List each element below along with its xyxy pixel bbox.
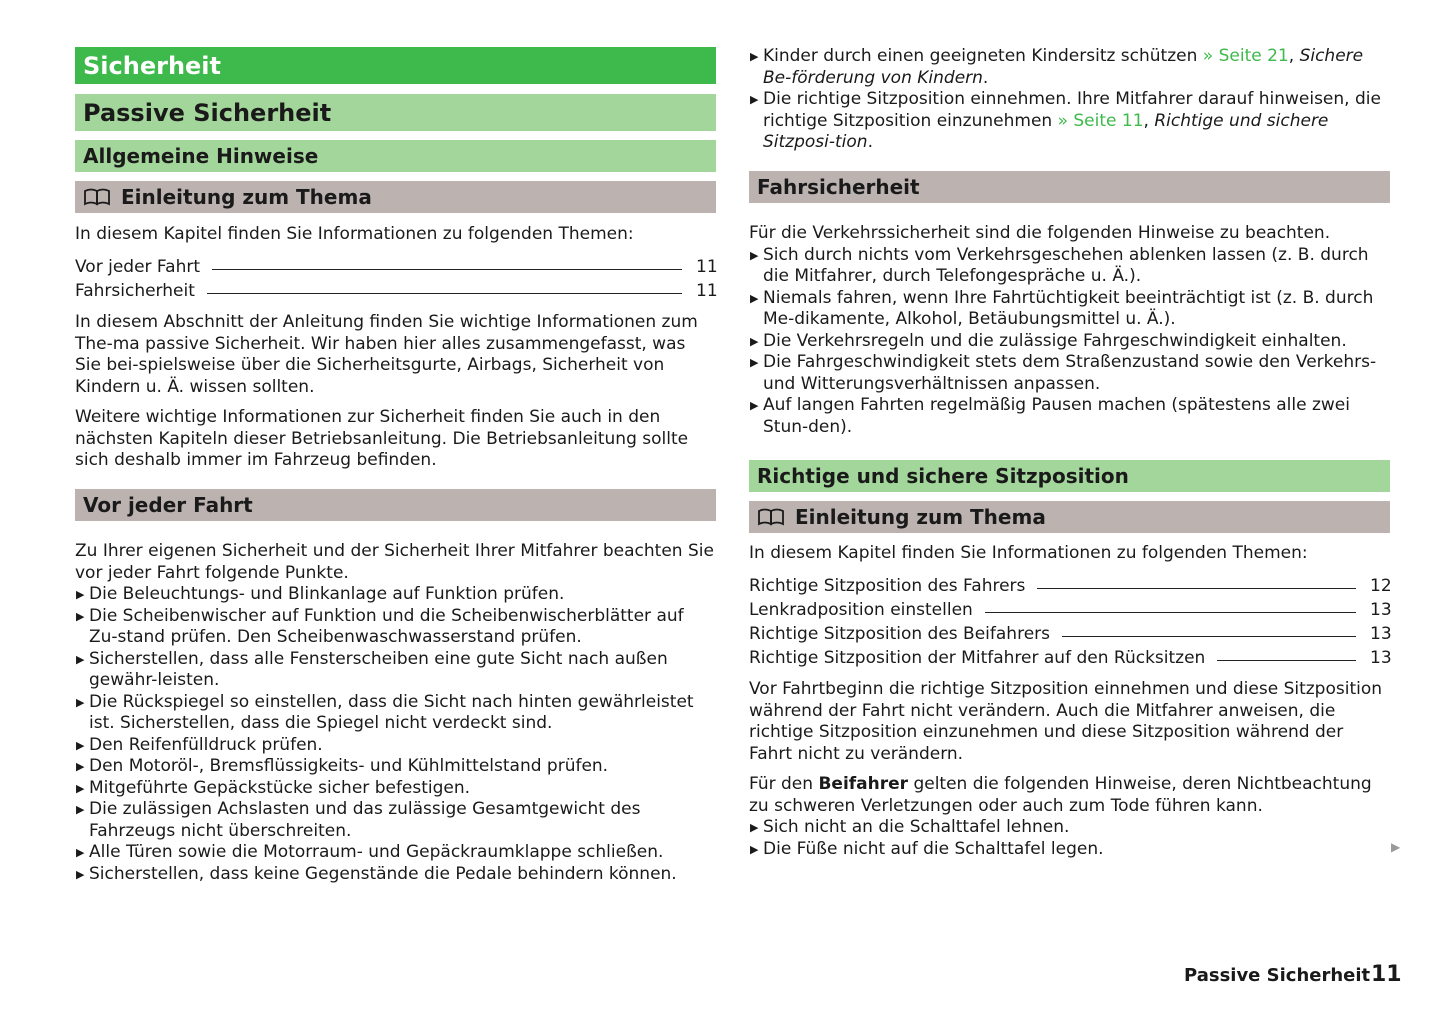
list-item: [75, 864, 716, 886]
list-item-text: Die zulässigen Achslasten und das zulässige Gesamtgewicht des Fahrzeugs nicht überschreiten.: [89, 799, 641, 841]
before-drive-heading-bar: [75, 489, 716, 521]
list-item: [75, 756, 716, 778]
page-number: 11: [1371, 962, 1402, 987]
list-item-text: Die Fahrgeschwindigkeit stets dem Straßenzustand sowie den Verkehrs- und Witterungsverhältnissen anpassen.: [763, 352, 1377, 394]
toc-row[interactable]: [749, 572, 1390, 596]
triangle-bullet-icon: ▶: [750, 821, 759, 834]
list-item: [75, 799, 716, 842]
toc-label: Richtige Sitzposition der Mitfahrer auf den Rücksitzen: [749, 648, 1206, 668]
toc-leader-line: [212, 269, 682, 270]
list-item-text: Sicherstellen, dass alle Fensterscheiben eine gute Sicht nach außen gewähr-leisten.: [89, 648, 668, 690]
triangle-bullet-icon: ▶: [750, 248, 759, 262]
triangle-bullet-icon: ▶: [750, 50, 759, 63]
triangle-bullet-icon: ▶: [750, 356, 759, 369]
list-item-text: Alle Türen sowie die Motorraum- und Gepäckraumklappe schließen.: [89, 842, 664, 862]
reference-title: Sichere Be-förderung von Kindern: [763, 46, 1364, 88]
list-item-text: Den Motoröl-, Bremsflüssigkeits- und Kühlmittelstand prüfen.: [89, 756, 609, 776]
toc-label: Lenkradposition einstellen: [749, 600, 973, 620]
list-item-text: Die Beleuchtungs- und Blinkanlage auf Funktion prüfen.: [89, 584, 565, 604]
paragraph: Vor Fahrtbeginn die richtige Sitzposition einnehmen und diese Sitzposition während der Fahrt nicht verändern. Auch die Mitfahrer anweisen, die richtige Sitzposition einzunehmen und diese Sitzposition während der Fahrt nicht zu verändern.: [749, 679, 1383, 764]
triangle-bullet-icon: ▶: [76, 609, 85, 623]
triangle-bullet-icon: ▶: [76, 760, 85, 773]
driving-block: [749, 223, 1390, 438]
triangle-bullet-icon: ▶: [750, 291, 759, 305]
list-item: [749, 89, 1390, 154]
toc-label: Vor jeder Fahrt: [75, 257, 200, 277]
toc-page: 13: [1370, 624, 1392, 644]
toc-leader-line: [1062, 636, 1356, 637]
toc-leader-line: [1217, 660, 1356, 661]
seat-heading-bar: [749, 460, 1390, 492]
next-page-arrow-icon[interactable]: ▶: [1391, 840, 1401, 854]
triangle-bullet-icon: ▶: [76, 867, 85, 881]
triangle-bullet-icon: ▶: [76, 738, 85, 752]
driving-intro: Für die Verkehrssicherheit sind die folgenden Hinweise zu beachten.: [749, 223, 1331, 243]
toc-page: 11: [696, 281, 718, 301]
page-link[interactable]: » Seite 21: [1202, 46, 1289, 66]
triangle-bullet-icon: ▶: [750, 93, 759, 106]
list-item-text: Sicherstellen, dass keine Gegenstände die Pedale behindern können.: [89, 863, 677, 884]
list-item-text: Kinder durch einen geeigneten Kindersitz schützen: [763, 46, 1203, 66]
toc-leader-line: [985, 612, 1356, 613]
bold-term: Beifahrer: [818, 774, 909, 794]
list-item: [749, 352, 1390, 395]
list-item-text: Die richtige Sitzposition einnehmen. Ihre Mitfahrer darauf hinweisen, die richtige Sitzposition einzunehmen: [763, 89, 1381, 131]
intro-heading-bar: [75, 181, 716, 213]
toc-page: 12: [1370, 576, 1392, 596]
list-item: [749, 245, 1390, 288]
toc-page: 13: [1370, 600, 1392, 620]
toc-row[interactable]: [749, 620, 1390, 644]
before-drive-list: [75, 584, 716, 885]
list-item: [749, 839, 1390, 861]
book-icon: [83, 188, 111, 206]
toc-page: 13: [1370, 648, 1392, 668]
toc-label: Richtige Sitzposition des Fahrers: [749, 576, 1026, 596]
separator: ,: [1143, 110, 1155, 131]
left-toc: [75, 253, 716, 301]
triangle-bullet-icon: ▶: [750, 334, 759, 348]
triangle-bullet-icon: ▶: [76, 695, 85, 709]
chapter-title-bar: [75, 94, 716, 131]
page-link[interactable]: » Seite 11: [1057, 110, 1144, 131]
list-item-text: Sich durch nichts vom Verkehrsgeschehen ablenken lassen (z. B. durch die Mitfahrer, durch Telefongespräche u. Ä.).: [763, 244, 1369, 286]
triangle-bullet-icon: ▶: [76, 803, 85, 816]
toc-label: Richtige Sitzposition des Beifahrers: [749, 624, 1050, 644]
intro-text: In diesem Kapitel finden Sie Informationen zu folgenden Themen:: [75, 224, 634, 244]
list-item: [749, 817, 1390, 839]
paragraph: Weitere wichtige Informationen zur Sicherheit finden Sie auch in den nächsten Kapiteln dieser Betriebsanleitung. Die Betriebsanleitung sollte sich deshalb immer im Fahrzeug befinden.: [75, 407, 689, 470]
triangle-bullet-icon: ▶: [76, 652, 85, 666]
toc-page: 11: [696, 257, 718, 277]
intro-heading: Einleitung zum Thema: [121, 185, 372, 209]
seat-intro-heading: Einleitung zum Thema: [795, 505, 1046, 529]
list-item: [75, 584, 716, 606]
section-title: Sicherheit: [83, 51, 221, 80]
list-item-text: Sich nicht an die Schalttafel lehnen.: [763, 817, 1070, 837]
list-item: [749, 288, 1390, 331]
toc-row[interactable]: [75, 277, 716, 301]
right-toc: [749, 572, 1390, 668]
top-list: [749, 46, 1390, 154]
footer-title: Passive Sicherheit: [1184, 965, 1371, 986]
seat-passenger-block: [749, 774, 1390, 860]
paragraph: [749, 774, 1390, 817]
list-item: [749, 331, 1390, 353]
driving-heading-bar: [749, 171, 1390, 203]
seat-list: [749, 817, 1390, 860]
toc-row[interactable]: [749, 644, 1390, 668]
toc-row[interactable]: [75, 253, 716, 277]
section-title-bar: [75, 47, 716, 84]
seat-heading: Richtige und sichere Sitzposition: [757, 464, 1129, 488]
list-item: [75, 692, 716, 735]
list-item: [75, 778, 716, 800]
seat-intro-text: In diesem Kapitel finden Sie Informationen zu folgenden Themen:: [749, 543, 1308, 563]
list-item-text: Auf langen Fahrten regelmäßig Pausen machen (spätestens alle zwei Stun-den).: [763, 395, 1350, 437]
seat-intro-heading-bar: [749, 501, 1390, 533]
list-item: [749, 395, 1390, 438]
triangle-bullet-icon: ▶: [76, 846, 85, 859]
triangle-bullet-icon: ▶: [76, 781, 85, 795]
text-run: Für den: [749, 774, 819, 794]
triangle-bullet-icon: ▶: [76, 588, 85, 601]
sub-title: Allgemeine Hinweise: [83, 144, 319, 168]
list-item-text: Den Reifenfülldruck prüfen.: [89, 734, 323, 755]
sub-title-bar: [75, 140, 716, 172]
list-item: [75, 606, 716, 649]
list-item: [75, 842, 716, 864]
driving-list: [749, 245, 1390, 439]
before-drive-intro: Zu Ihrer eigenen Sicherheit und der Sicherheit Ihrer Mitfahrer beachten Sie vor jeder Fahrt folgende Punkte.: [75, 541, 714, 583]
toc-leader-line: [1037, 588, 1356, 589]
list-item: [75, 735, 716, 757]
list-item-text: Die Scheibenwischer auf Funktion und die Scheibenwischerblätter auf Zu-stand prüfen. Den Scheibenwaschwasserstand prüfen.: [89, 605, 684, 647]
punctuation: .: [867, 132, 873, 152]
list-item-text: Niemals fahren, wenn Ihre Fahrtüchtigkeit beeinträchtigt ist (z. B. durch Me-dikamente, Alkohol, Betäubungsmittel u. Ä.).: [763, 287, 1374, 329]
before-drive-block: [75, 541, 716, 885]
toc-label: Fahrsicherheit: [75, 281, 195, 301]
paragraph: In diesem Abschnitt der Anleitung finden Sie wichtige Informationen zum The-ma passive Sicherheit. Wir haben hier alles zusammengefasst, was Sie bei-spielsweise über die Sicherheitsgurte, Airbags, Sicherheit von Kindern u. Ä. wissen sollten.: [75, 312, 698, 397]
text-run: gelten die folgenden Hinweise, deren Nichtbeachtung zu schweren Verletzungen oder auch zum Tode führen kann.: [749, 774, 1372, 816]
driving-heading: Fahrsicherheit: [757, 175, 920, 199]
reference-title: Richtige und sichere Sitzposi-tion: [763, 110, 1329, 152]
triangle-bullet-icon: ▶: [750, 399, 759, 412]
list-item-text: Die Rückspiegel so einstellen, dass die Sicht nach hinten gewährleistet ist. Sicherstellen, dass die Spiegel nicht verdeckt sind.: [89, 691, 694, 733]
toc-leader-line: [207, 293, 682, 294]
book-icon: [757, 508, 785, 526]
triangle-bullet-icon: ▶: [750, 842, 759, 856]
list-item: [75, 649, 716, 692]
list-item-text: Die Verkehrsregeln und die zulässige Fahrgeschwindigkeit einhalten.: [763, 330, 1347, 351]
list-item-text: Mitgeführte Gepäckstücke sicher befestigen.: [89, 777, 471, 798]
before-drive-heading: Vor jeder Fahrt: [83, 493, 253, 517]
list-item-text: Die Füße nicht auf die Schalttafel legen.: [763, 838, 1104, 859]
list-item: [749, 46, 1390, 89]
punctuation: .: [982, 67, 989, 88]
chapter-title: Passive Sicherheit: [83, 98, 332, 127]
separator: ,: [1288, 46, 1300, 66]
toc-row[interactable]: [749, 596, 1390, 620]
